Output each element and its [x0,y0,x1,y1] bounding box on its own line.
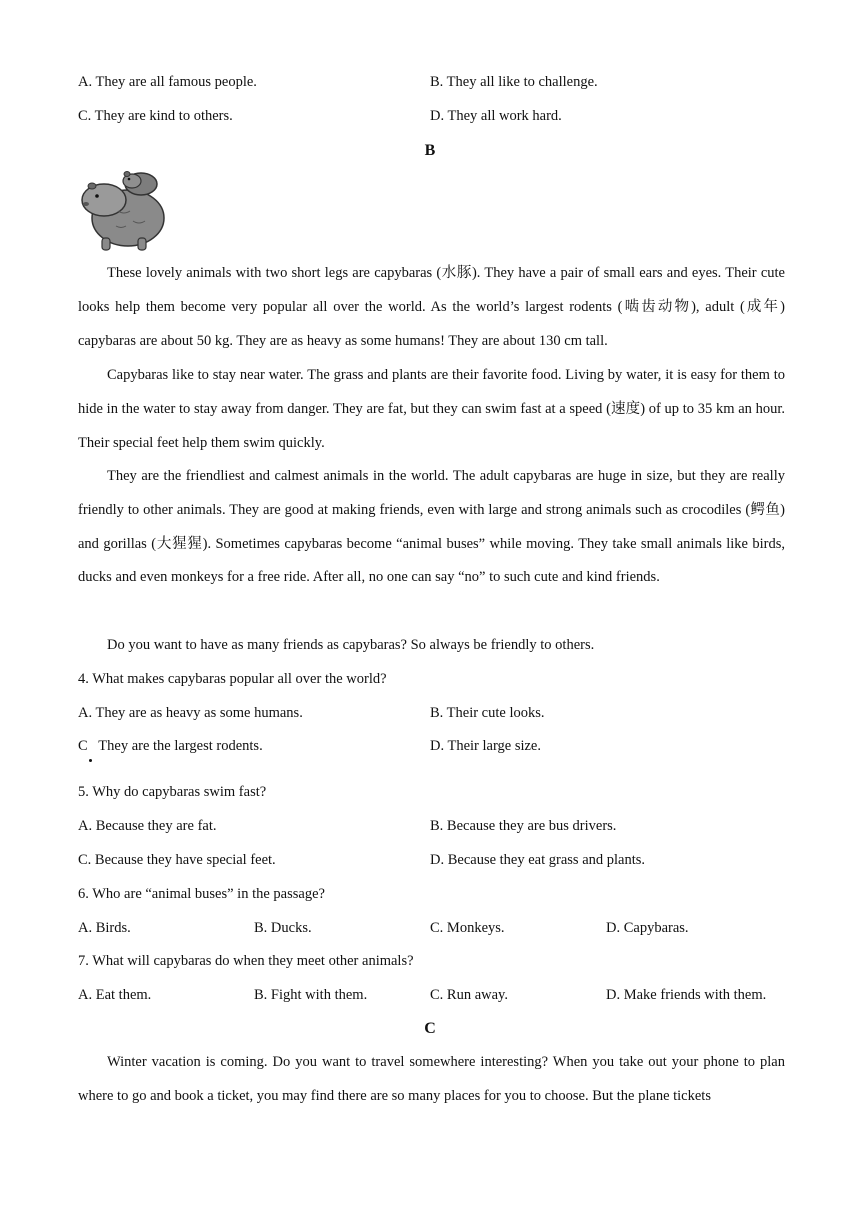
q7-options-row [78,987,788,1007]
q3-options-row-2 [78,108,788,128]
q7-option-d: D. Make friends with them. [606,987,767,1003]
q5-option-a: A. Because they are fat. [78,818,217,834]
section-b-paragraph-4 [78,629,785,663]
paragraph-text: Do you want to have as many friends as capybaras? So always be friendly to others. [107,637,595,653]
q4-option-c: C They are the largest rodents. [78,738,263,754]
q3-option-b: B. They all like to challenge. [430,74,598,90]
q4-option-a: A. They are as heavy as some humans. [78,705,303,721]
section-b-paragraph-3 [78,460,785,595]
section-b-paragraph-1 [78,257,785,358]
q3-options-row-1 [78,74,788,94]
section-b-heading: B [424,142,436,159]
q4-option-d: D. Their large size. [430,738,541,754]
section-c-heading: C [424,1020,436,1037]
q7-option-c: C. Run away. [430,987,508,1003]
q6-option-d: D. Capybaras. [606,920,689,936]
q7-option-b: B. Fight with them. [254,987,368,1003]
q3-option-a: A. They are all famous people. [78,74,257,90]
question-4-stem: 4. What makes capybaras popular all over the world? [78,671,387,687]
paragraph-text: They are the friendliest and calmest animals in the world. The adult capybaras are huge in size, but they are really friendly to other animals. They are good at making friends, even with large and strong animals such as crocodiles (鳄鱼) and gorillas (大猩猩). Sometimes capybaras become “animal buses” while moving. They take small animals like birds, ducks and even monkeys for a free ride. After all, no one can say “no” to such cute and kind friends. [78,468,785,586]
q3-option-c: C. They are kind to others. [78,108,233,124]
section-c-paragraph [78,1046,785,1114]
stray-dot [89,759,92,762]
q6-option-b: B. Ducks. [254,920,312,936]
q5-option-d: D. Because they eat grass and plants. [430,852,646,868]
q5-option-c: C. Because they have special feet. [78,852,276,868]
q4-options-row-2 [78,738,788,758]
q5-options-row-1 [78,818,788,838]
q6-option-a: A. Birds. [78,920,131,936]
section-b-paragraph-2 [78,359,785,460]
capybara-illustration-icon [78,166,168,256]
paragraph-text: These lovely animals with two short legs are capybaras (水豚). They have a pair of small ears and eyes. Their cute looks help them become very popular all over the world. As the world’s largest rodents (啮齿动物), adult (成年) capybaras are about 50 kg. They are as heavy as some humans! They are about 130 cm tall. [78,265,785,349]
q4-option-b: B. Their cute looks. [430,705,545,721]
question-5-stem: 5. Why do capybaras swim fast? [78,784,267,800]
question-6-stem: 6. Who are “animal buses” in the passage? [78,886,325,902]
q5-options-row-2 [78,852,788,872]
q3-option-d: D. They all work hard. [430,108,562,124]
q6-options-row [78,920,788,940]
q7-option-a: A. Eat them. [78,987,152,1003]
q6-option-c: C. Monkeys. [430,920,505,936]
q4-options-row-1 [78,705,788,725]
paragraph-text: Winter vacation is coming. Do you want to travel somewhere interesting? When you take out your phone to plan where to go and book a ticket, you may find there are so many places for you to choose. But the plane tickets [78,1054,785,1104]
paragraph-text: Capybaras like to stay near water. The grass and plants are their favorite food. Living by water, it is easy for them to hide in the water to stay away from danger. They are fat, but they can swim fast at a speed (速度) of up to 35 km an hour. Their special feet help them swim quickly. [78,367,785,451]
question-7-stem: 7. What will capybaras do when they meet other animals? [78,953,414,969]
q5-option-b: B. Because they are bus drivers. [430,818,617,834]
